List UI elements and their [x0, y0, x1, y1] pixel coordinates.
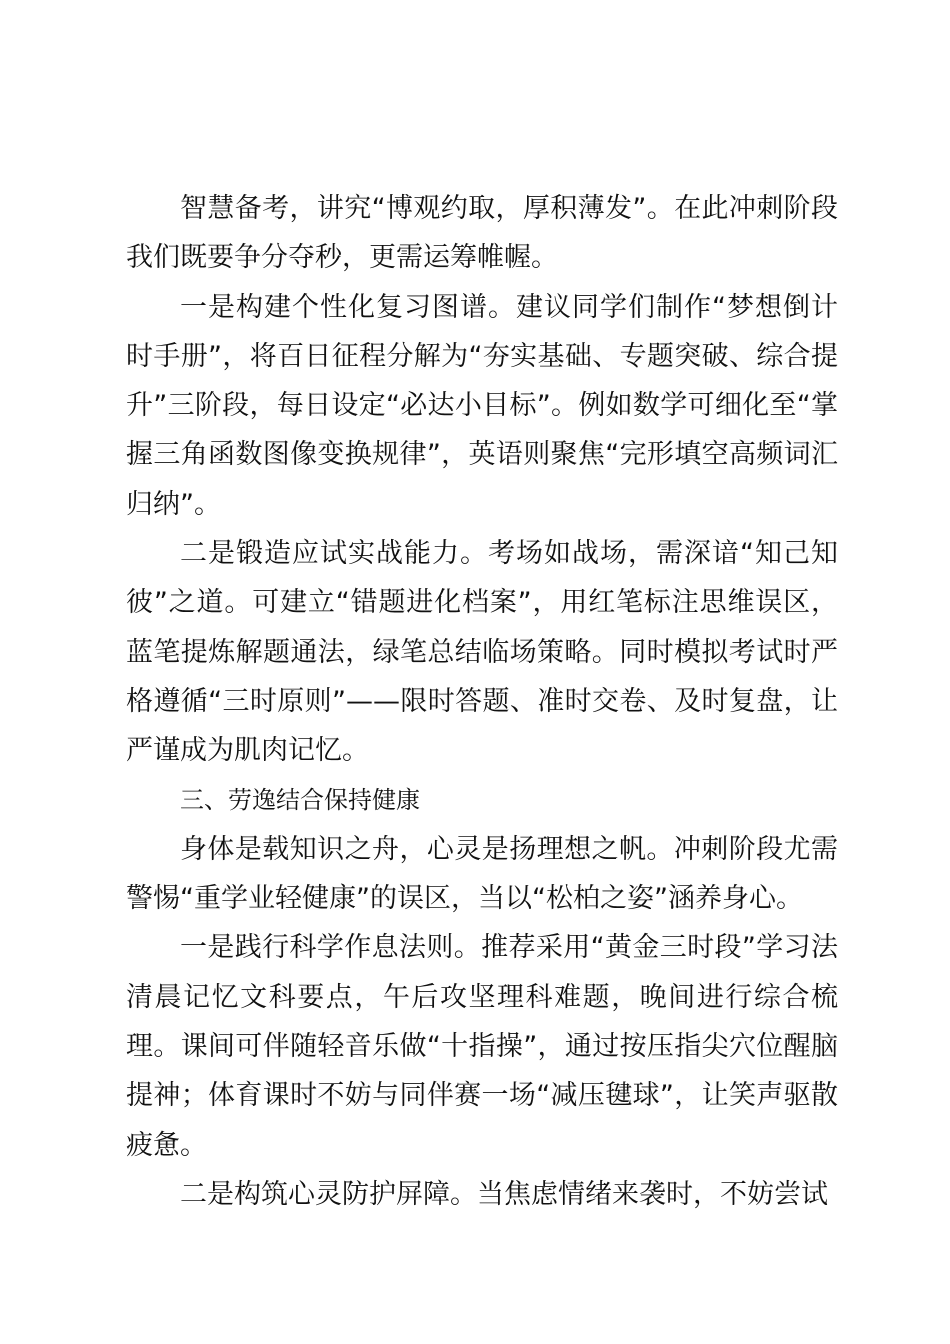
paragraph-exam-skills: 二是锻造应试实战能力。考场如战场，需深谙“知己知彼”之道。可建立“错题进化档案”，用红笔标注思维误区，蓝笔提炼解题通法，绿笔总结临场策略。同时模拟考试时严格遵循“三时原则”——限时答题、准时交卷、及时复盘，让严谨成为肌肉记忆。 [126, 538, 838, 767]
document-body [126, 184, 838, 1219]
paragraph-schedule: 一是践行科学作息法则。推荐采用“黄金三时段”学习法清晨记忆文科要点，午后攻坚理科难题，晚间进行综合梳理。课间可伴随轻音乐做“十指操”，通过按压指尖穴位醒脑提神；体育课时不妨与同伴赛一场“减压毽球”，让笑声驱散疲惫。 [126, 932, 838, 1161]
paragraph-health-intro: 身体是载知识之舟，心灵是扬理想之帆。冲刺阶段尤需警惕“重学业轻健康”的误区，当以“松柏之姿”涵养身心。 [126, 833, 838, 915]
paragraph-study-map: 一是构建个性化复习图谱。建议同学们制作“梦想倒计时手册”，将百日征程分解为“夯实基础、专题突破、综合提升”三阶段，每日设定“必达小目标”。例如数学可细化至“掌握三角函数图像变换规律”，英语则聚焦“完形填空高频词汇归纳”。 [126, 291, 838, 520]
paragraph-intro: 智慧备考，讲究“博观约取，厚积薄发”。在此冲刺阶段我们既要争分夺秒，更需运筹帷幄。 [126, 193, 838, 274]
paragraph-mental-health: 二是构筑心灵防护屏障。当焦虑情绪来袭时，不妨尝试 [180, 1178, 828, 1210]
section-heading: 三、劳逸结合保持健康 [180, 785, 420, 814]
